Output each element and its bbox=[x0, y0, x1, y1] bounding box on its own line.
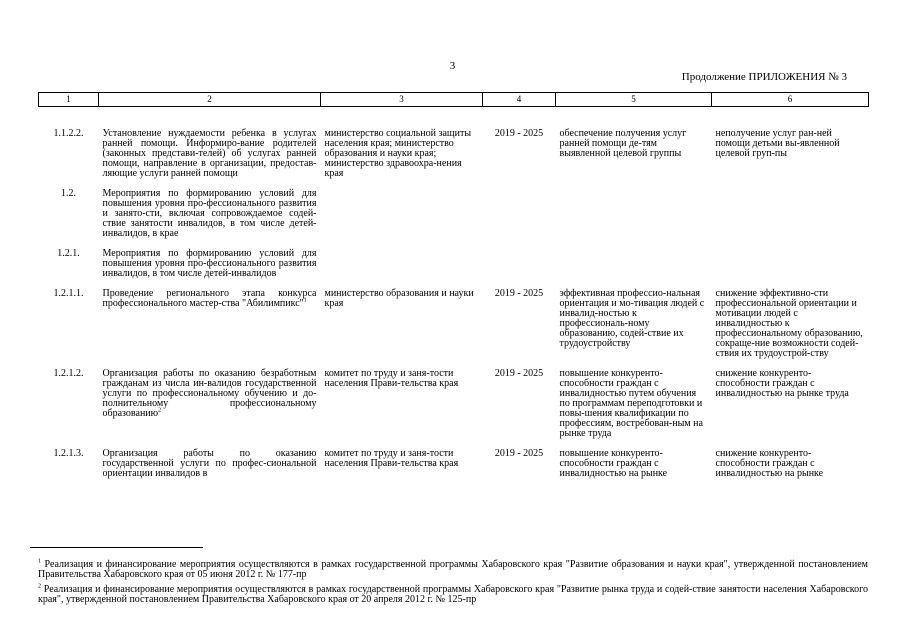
header-col-4: 4 bbox=[483, 93, 556, 107]
row-executor: комитет по труду и заня-тости населения Прави-тельства края bbox=[324, 448, 459, 469]
row-number: 1.2.1.3. bbox=[53, 448, 84, 459]
row-consequence: снижение конкуренто-способности граждан с инвалидностью на рынке труда bbox=[715, 368, 849, 399]
header-col-3: 3 bbox=[321, 93, 483, 107]
row-action-text: Установление нуждаемости ребенка в услугах ранней помощи. Информиро-вание родителей (законных представи-телей) об услугах ранней помощи, направление в организации, предостав-ляющие услуги ранней помощи bbox=[102, 128, 317, 179]
footnotes bbox=[38, 560, 868, 605]
row-action-text: Организация работы по оказанию государственной услуги по профес-сиональной ориентации инвалидов в bbox=[102, 448, 317, 479]
row-result bbox=[556, 239, 712, 279]
row-action-text: Мероприятия по формированию условий для повышения уровня про-фессионального развития инвалидов, в том числе детей-инвалидов bbox=[102, 248, 317, 279]
row-number: 1.2.1.1. bbox=[53, 288, 84, 299]
footnote-mark: 1 bbox=[303, 297, 307, 304]
table-row bbox=[39, 439, 869, 479]
measures-table bbox=[38, 92, 869, 479]
footnote-mark: 2 bbox=[38, 583, 41, 590]
row-period bbox=[483, 239, 556, 279]
footnote-2 bbox=[38, 585, 868, 605]
row-number: 1.1.2.2. bbox=[53, 128, 84, 139]
table-row bbox=[39, 359, 869, 439]
row-consequence bbox=[712, 179, 869, 239]
footnote-mark: 2 bbox=[158, 407, 162, 414]
row-executor bbox=[321, 239, 483, 279]
header-col-6: 6 bbox=[712, 93, 869, 107]
row-period: 2019 - 2025 bbox=[494, 128, 544, 139]
row-period: 2019 - 2025 bbox=[494, 368, 544, 379]
row-executor: комитет по труду и заня-тости населения Прави-тельства края bbox=[324, 368, 459, 389]
row-number: 1.2.1. bbox=[57, 248, 80, 259]
row-action bbox=[99, 279, 321, 359]
row-period bbox=[483, 179, 556, 239]
row-action bbox=[99, 179, 321, 239]
footnote-mark: 1 bbox=[38, 558, 41, 565]
table-row bbox=[39, 179, 869, 239]
row-result: эффективная профессио-нальная ориентация и мо-тивация людей с инвалид-ностью к профессиональ-ному образованию, содей-ствие их трудоустройству bbox=[559, 288, 705, 349]
row-executor: министерство социальной защиты населения края; министерство образования и науки края; министерство здравоохра-нения края bbox=[324, 128, 472, 179]
table-row bbox=[39, 239, 869, 279]
row-result: повышение конкуренто-способности граждан с инвалидностью на рынке bbox=[559, 448, 668, 479]
row-executor: министерство образования и науки края bbox=[324, 288, 474, 309]
page-number: 3 bbox=[449, 60, 456, 72]
row-number: 1.2.1.2. bbox=[53, 368, 84, 379]
row-period: 2019 - 2025 bbox=[494, 288, 544, 299]
row-action bbox=[99, 107, 321, 180]
row-action-text: Организация работы по оказанию безработным гражданам из числа ин-валидов государственной услуги по профессиональному обучению и до-полнительному профессиональному образованию bbox=[102, 368, 317, 419]
row-action-text: Мероприятия по формированию условий для повышения уровня про-фессионального развития и занято-сти, включая сопровождаемое содей-ствие занятости инвалидов, в том числе детей-инвалидов, в крае bbox=[102, 188, 317, 239]
row-action-text: Проведение регионального этапа конкурса профессионального мастер-ства "Абилимпикс" bbox=[102, 288, 317, 309]
row-action bbox=[99, 239, 321, 279]
row-period: 2019 - 2025 bbox=[494, 448, 544, 459]
row-result bbox=[556, 179, 712, 239]
row-result: обеспечение получения услуг ранней помощи де-тям выявленной целевой группы bbox=[559, 128, 687, 159]
table-row bbox=[39, 107, 869, 180]
row-consequence: неполучение услуг ран-ней помощи детьми вы-явленной целевой груп-пы bbox=[715, 128, 840, 159]
footnote-text: Реализация и финансирование мероприятия осуществляются в рамках государственной программы Хабаровского края "Развитие образования и науки края", утвержденной постановлением Правительства Хабаровского края от 05 июня 2012 г. № 177-пр bbox=[38, 559, 869, 580]
row-number: 1.2. bbox=[61, 188, 76, 199]
footnote-1 bbox=[38, 560, 868, 580]
header-col-5: 5 bbox=[556, 93, 712, 107]
row-action bbox=[99, 439, 321, 479]
footnote-separator bbox=[30, 547, 203, 548]
table-row bbox=[39, 279, 869, 359]
row-consequence: снижение конкуренто-способности граждан с инвалидностью на рынке bbox=[715, 448, 824, 479]
table-header-row bbox=[39, 93, 869, 107]
header-col-2: 2 bbox=[99, 93, 321, 107]
row-action bbox=[99, 359, 321, 439]
row-result: повышение конкуренто-способности граждан с инвалидностью путем обучения по программам переподготовки и повы-шения квалификации по профессиям, востребован-ным на рынке труда bbox=[559, 368, 703, 439]
footnote-text: Реализация и финансирование мероприятия осуществляются в рамках государственной программы Хабаровского края "Развитие рынка труда и содей-ствие занятости населения Хабаровского края", утвержденной постановлением Правительства Хабаровского края от 20 апреля 2012 г. № 125-пр bbox=[38, 584, 869, 605]
continuation-title: Продолжение ПРИЛОЖЕНИЯ № 3 bbox=[681, 71, 847, 83]
row-executor bbox=[321, 179, 483, 239]
row-consequence bbox=[712, 239, 869, 279]
row-consequence: снижение эффективно-сти профессиональной ориентации и мотивации людей с инвалидностью к профессиональному образованию, сокраще-ние возможности содей-ствия их трудоустрой-ству bbox=[715, 288, 863, 359]
header-col-1: 1 bbox=[39, 93, 99, 107]
